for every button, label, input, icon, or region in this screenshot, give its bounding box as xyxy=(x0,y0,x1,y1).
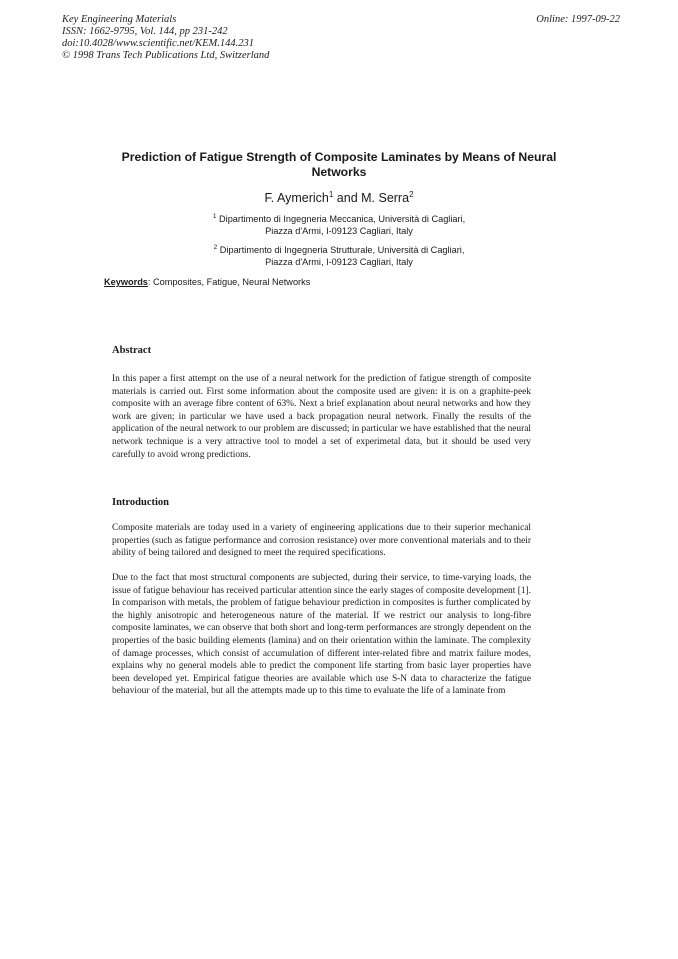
paper-title: Prediction of Fatigue Strength of Composite Laminates by Means of Neural Networks xyxy=(121,150,557,179)
journal-name: Key Engineering Materials xyxy=(62,14,177,25)
author-1-affiliation-mark: 1 xyxy=(328,190,334,199)
online-date: Online: 1997-09-22 xyxy=(536,14,620,25)
author-1: F. Aymerich xyxy=(264,191,329,206)
affiliation-1-mark: 1 xyxy=(212,213,217,220)
introduction-heading: Introduction xyxy=(112,497,169,508)
introduction-paragraph-2: Due to the fact that most structural components are subjected, during their service, to time-varying loads, the issue of fatigue behaviour has received particular attention since the early stages of composite development [1]. In comparison with metals, the problem of fatigue behaviour prediction in composites is further complicated by the highly anisotropic and heterogeneous nature of the material. If we restrict our analysis to long-fibre composite laminates, we can observe that both short and long-term performances are strongly dependent on the properties of the basic building elements (lamina) and on their orientation within the laminate. The complexity of damage processes, which consist of accumulation of different inter-related fibre and matrix failure modes, explains why no general models able to predict the component life starting from basic layer properties have been developed yet. Empirical fatigue theories are available which use S-N data to characterize the fatigue behaviour of the material, but all the attempts made up to this time to evaluate the life of a laminate from xyxy=(112,573,531,697)
authors-line xyxy=(100,190,578,205)
keywords xyxy=(104,277,310,287)
keywords-label: Keywords xyxy=(104,277,148,287)
doi-line: doi:10.4028/www.scientific.net/KEM.144.231 xyxy=(62,38,254,49)
keywords-list: : Composites, Fatigue, Neural Networks xyxy=(147,277,311,287)
affiliation-2-line-1: Dipartimento di Ingegneria Strutturale, Università di Cagliari, xyxy=(219,245,465,256)
author-conjunction: and xyxy=(333,191,362,206)
author-2: M. Serra xyxy=(361,191,410,206)
affiliation-1-line-2: Piazza d'Armi, I-09123 Cagliari, Italy xyxy=(265,226,413,237)
introduction-paragraph-1: Composite materials are today used in a variety of engineering applications due to their superior mechanical properties (such as fatigue performance and corrosion resistance) over more conventional materials and to their ability of being tailored and designed to meet the required specifications. xyxy=(112,523,531,559)
affiliation-1-line-1: Dipartimento di Ingegneria Meccanica, Università di Cagliari, xyxy=(219,214,466,225)
affiliation-2 xyxy=(100,242,578,268)
affiliation-2-mark: 2 xyxy=(213,244,218,251)
abstract-heading: Abstract xyxy=(112,345,152,356)
affiliation-2-line-2: Piazza d'Armi, I-09123 Cagliari, Italy xyxy=(265,257,413,268)
author-2-affiliation-mark: 2 xyxy=(409,190,414,199)
issn-line: ISSN: 1662-9795, Vol. 144, pp 231-242 xyxy=(62,26,228,37)
abstract-text: In this paper a first attempt on the use of a neural network for the prediction of fatigue strength of composite materials is carried out. First some information about the composite used are given: it is on a graphite-peek composite with an average fibre content of 63%. Next a brief explanation about neural networks and how they work are given; in particular we have used a back propagation neural network. Finally the results of the application of the neural network to our problem are discussed; in particular we have established that the neural network technique is a very attractive tool to model a set of experimetal data, but it should be used very carefully to avoid wrong predictions. xyxy=(112,374,531,460)
affiliation-1 xyxy=(100,211,578,237)
copyright-line: © 1998 Trans Tech Publications Ltd, Switzerland xyxy=(62,50,270,61)
